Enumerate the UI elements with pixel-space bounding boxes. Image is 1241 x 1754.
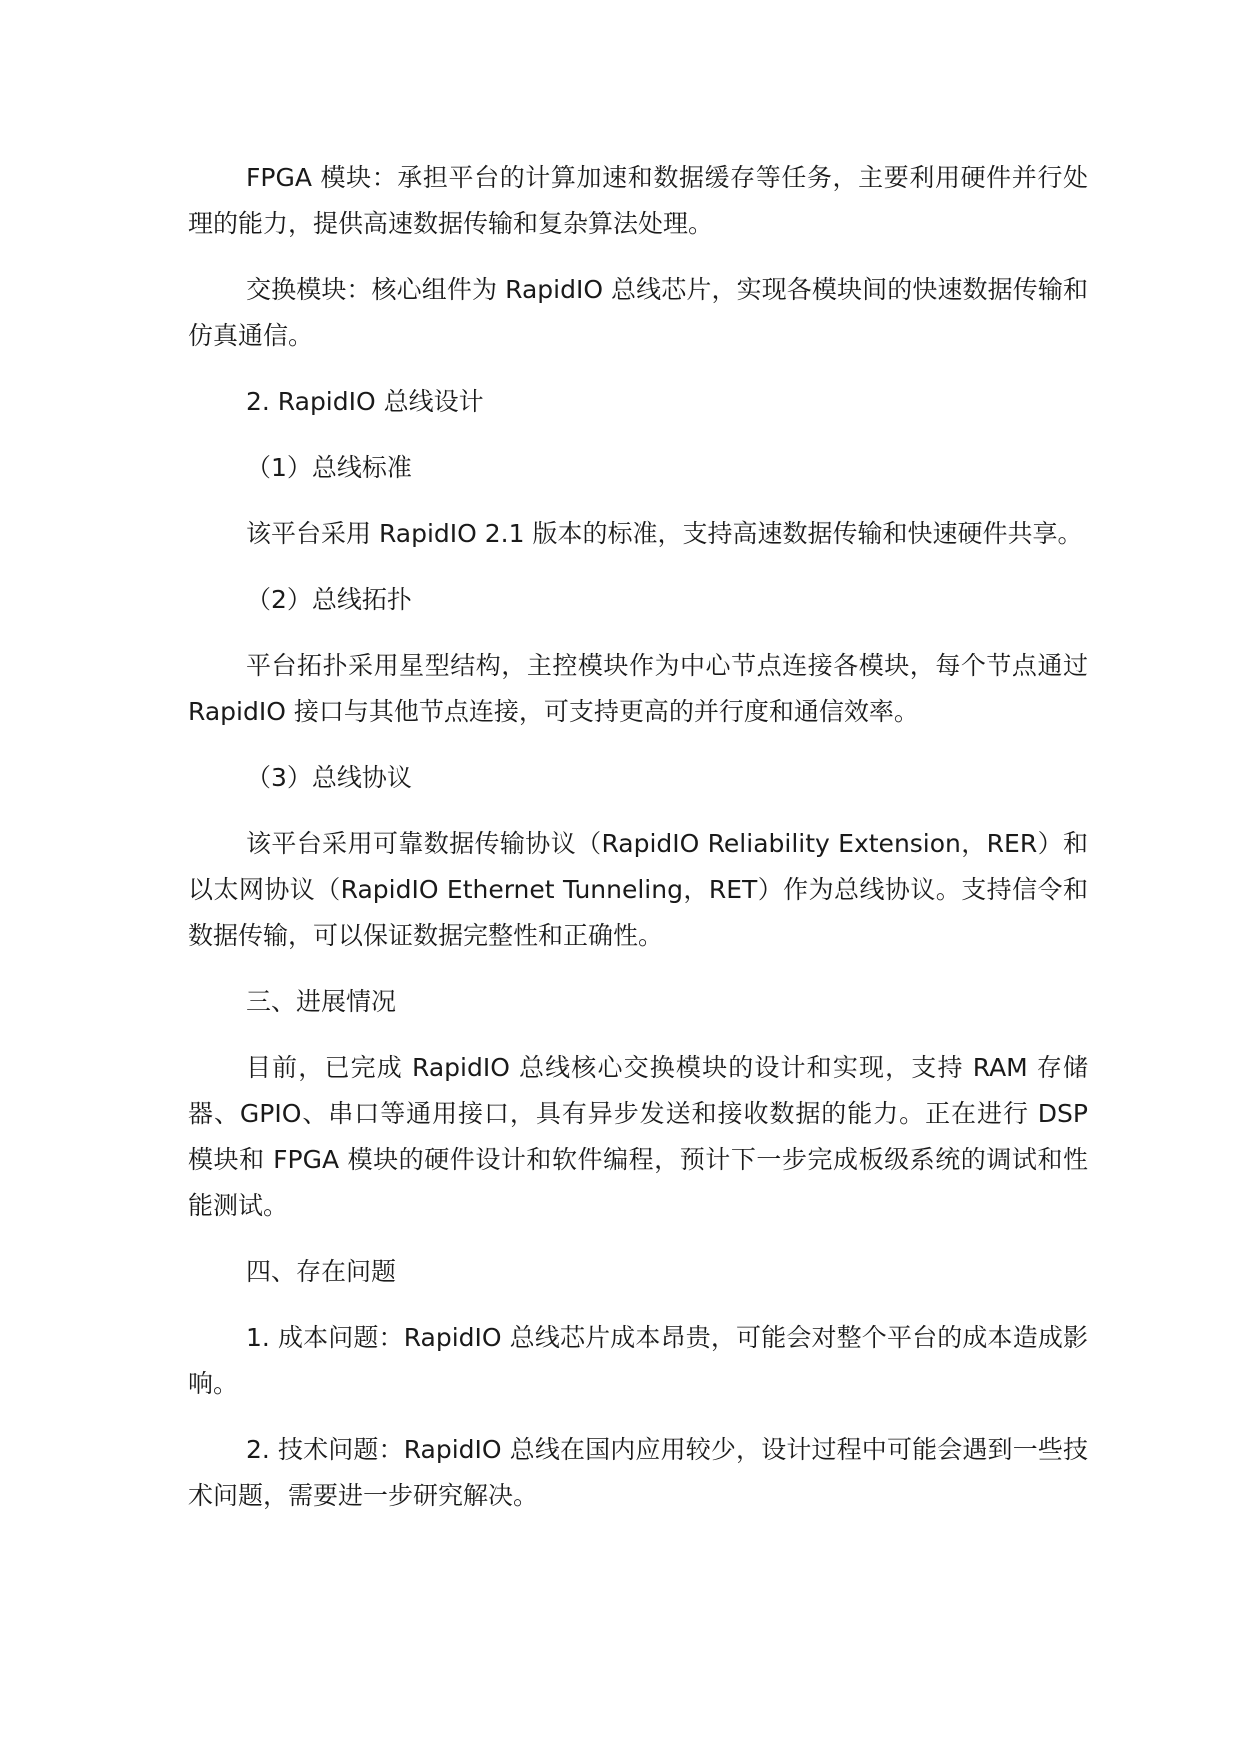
- subheading-bus-topology: （2）总线拓扑: [246, 585, 412, 614]
- subheading-bus-protocol: （3）总线协议: [246, 763, 412, 792]
- section-heading-rapidio-bus-design: 2. RapidIO 总线设计: [246, 387, 484, 416]
- paragraph-bus-protocol: 该平台采用可靠数据传输协议（RapidIO Reliability Extension，RER）和以太网协议（RapidIO Ethernet Tunneling，RET）作为总线协议。支持信令和数据传输，可以保证数据完整性和正确性。: [188, 829, 1088, 950]
- paragraph-bus-topology: 平台拓扑采用星型结构，主控模块作为中心节点连接各模块，每个节点通过 RapidIO 接口与其他节点连接，可支持更高的并行度和通信效率。: [188, 651, 1088, 726]
- document-body: [188, 155, 1088, 1539]
- section-heading-problems: 四、存在问题: [246, 1257, 397, 1286]
- paragraph-bus-standard: 该平台采用 RapidIO 2.1 版本的标准，支持高速数据传输和快速硬件共享。: [246, 519, 1083, 548]
- paragraph-switch-module: 交换模块：核心组件为 RapidIO 总线芯片，实现各模块间的快速数据传输和仿真通信。: [188, 275, 1088, 350]
- paragraph-progress: 目前，已完成 RapidIO 总线核心交换模块的设计和实现，支持 RAM 存储器、GPIO、串口等通用接口，具有异步发送和接收数据的能力。正在进行 DSP 模块和 FPGA 模块的硬件设计和软件编程，预计下一步完成板级系统的调试和性能测试。: [188, 1053, 1088, 1220]
- subheading-bus-standard: （1）总线标准: [246, 453, 412, 482]
- paragraph-fpga-module: FPGA 模块：承担平台的计算加速和数据缓存等任务，主要利用硬件并行处理的能力，提供高速数据传输和复杂算法处理。: [188, 163, 1088, 238]
- paragraph-technical-problem: 2. 技术问题：RapidIO 总线在国内应用较少，设计过程中可能会遇到一些技术问题，需要进一步研究解决。: [188, 1435, 1088, 1510]
- section-heading-progress: 三、进展情况: [246, 987, 397, 1016]
- paragraph-cost-problem: 1. 成本问题：RapidIO 总线芯片成本昂贵，可能会对整个平台的成本造成影响。: [188, 1323, 1088, 1398]
